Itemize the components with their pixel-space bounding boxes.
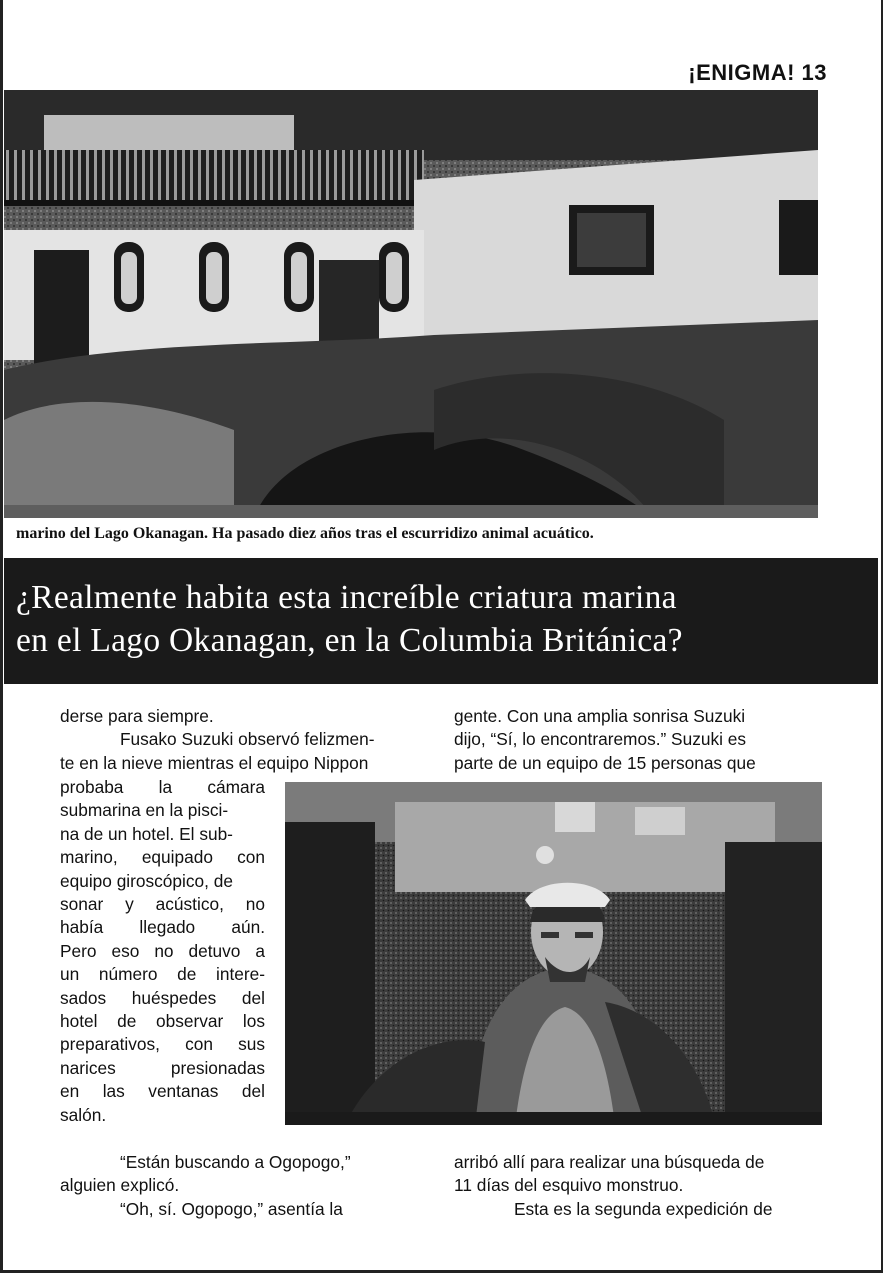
photo-caption: marino del Lago Okanagan. Ha pasado diez años tras el escurridizo animal acuático. <box>16 525 594 542</box>
left-column-wrap <box>60 776 265 1127</box>
right-column-bottom <box>454 1151 822 1221</box>
wrap-line: hotel de observar los <box>60 1011 265 1032</box>
headline-line-2: en el Lago Okanagan, en la Columbia Británica? <box>16 622 683 659</box>
right-bottom-line-3: Esta es la segunda expedición de <box>514 1198 773 1219</box>
left-column-bottom <box>60 1151 428 1221</box>
wrap-line: probaba la cámara <box>60 777 265 797</box>
wrap-line: Pero eso no detuvo a <box>60 940 265 961</box>
wrap-line: en las ventanas del <box>60 1081 265 1102</box>
wrap-line: un número de intere- <box>60 964 265 985</box>
right-top-line-2: dijo, “Sí, lo encontraremos.” Suzuki es <box>454 729 746 750</box>
left-top-line-2: Fusako Suzuki observó felizmen- <box>120 729 375 750</box>
wrap-line: equipo giroscópico, de <box>60 870 233 891</box>
right-top-line-1: gente. Con una amplia sonrisa Suzuki <box>454 706 746 726</box>
wrap-line: na de un hotel. El sub- <box>60 823 233 844</box>
left-bottom-line-3: “Oh, sí. Ogopogo,” asentía la <box>120 1198 343 1219</box>
headline-line-1: ¿Realmente habita esta increíble criatura marina <box>16 579 677 616</box>
left-top-line-1: derse para siempre. <box>60 706 214 726</box>
right-bottom-line-2: 11 días del esquivo monstruo. <box>454 1175 684 1196</box>
headline-banner <box>4 558 878 684</box>
wrap-line: marino, equipado con <box>60 847 265 868</box>
right-column-top <box>454 705 822 775</box>
headline <box>16 576 876 662</box>
left-top-line-3: te en la nieve mientras el equipo Nippon <box>60 752 369 773</box>
section-header: ¡ENIGMA! 13 <box>688 60 827 85</box>
right-top-line-3: parte de un equipo de 15 personas que <box>454 752 756 773</box>
wrap-line: submarina en la pisci- <box>60 800 229 821</box>
wrap-line: narices presionadas <box>60 1057 265 1078</box>
wrap-line: preparativos, con sus <box>60 1034 265 1055</box>
left-column-top <box>60 705 428 775</box>
wrap-line: salón. <box>60 1104 107 1125</box>
wrap-line: había llegado aún. <box>60 917 265 938</box>
wrap-line: sados huéspedes del <box>60 987 265 1008</box>
left-bottom-line-1: “Están buscando a Ogopogo,” <box>120 1152 351 1172</box>
man-with-cap-photo <box>285 782 822 1125</box>
right-bottom-line-1: arribó allí para realizar una búsqueda de <box>454 1152 765 1172</box>
wrap-line: sonar y acústico, no <box>60 894 265 915</box>
building-photo <box>4 90 818 518</box>
left-bottom-line-2: alguien explicó. <box>60 1175 180 1196</box>
